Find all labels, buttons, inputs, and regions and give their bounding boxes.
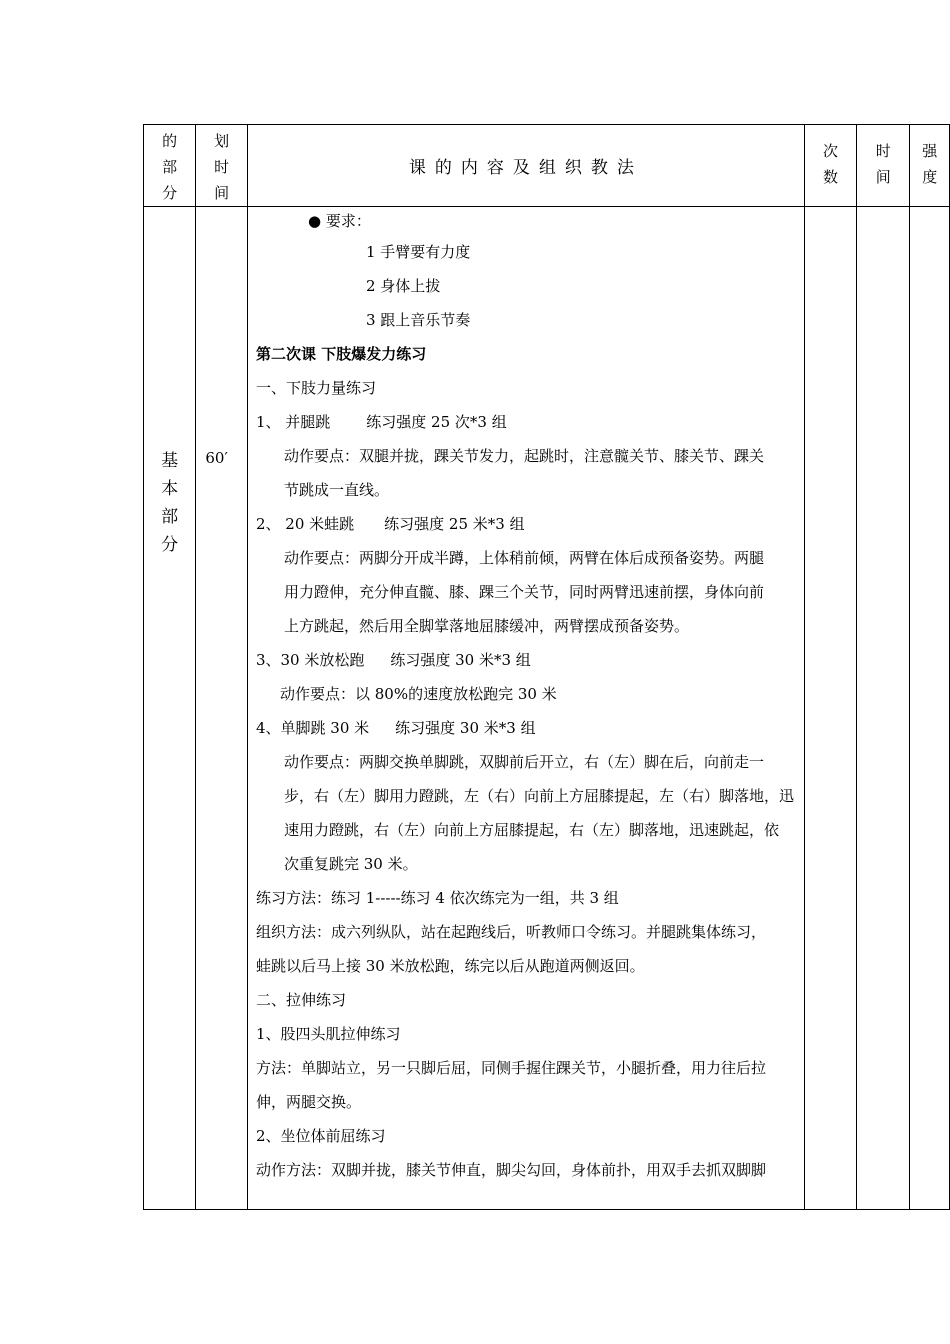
stretch-1-method-b: 伸，两腿交换。 [255, 1093, 361, 1111]
intensity-cell [910, 207, 950, 1210]
section-time-cell [196, 207, 248, 1210]
part2-heading: 二、拉伸练习 [255, 991, 346, 1009]
practice-method: 练习方法：练习 1-----练习 4 依次练完为一组，共 3 组 [255, 889, 619, 907]
requirement-1: 1 手臂要有力度 [365, 243, 471, 261]
exercise-3-key: 动作要点：以 80%的速度放松跑完 30 米 [279, 685, 557, 703]
exercise-4-key-a: 动作要点：两脚交换单脚跳，双脚前后开立，右（左）脚在后，向前走一 [283, 753, 764, 771]
content-cell [247, 207, 804, 1210]
organization-method-b: 蛙跳以后马上接 30 米放松跑，练完以后从跑道两侧返回。 [255, 957, 645, 975]
header-row [144, 125, 950, 207]
stretch-2-method-a: 动作方法：双脚并拢，膝关节伸直，脚尖勾回，身体前扑，用双手去抓双脚脚 [255, 1161, 766, 1179]
stretch-2: 2、坐位体前屈练习 [255, 1127, 386, 1145]
exercise-1: 1、 并腿跳 练习强度 25 次*3 组 [255, 413, 507, 431]
requirement-2: 2 身体上拔 [365, 277, 441, 295]
organization-method-a: 组织方法：成六列纵队，站在起跑线后，听教师口令练习。并腿跳集体练习， [255, 923, 766, 941]
header-count-cell: 次 数 [804, 125, 856, 207]
requirements-label: ● 要求： [307, 212, 371, 230]
header-intensity-cell: 强 度 [910, 125, 950, 207]
exercise-2: 2、 20 米蛙跳 练习强度 25 米*3 组 [255, 515, 525, 533]
header-duration-cell: 时 间 [857, 125, 910, 207]
duration-cell [857, 207, 910, 1210]
lesson-plan-table [143, 124, 950, 1210]
exercise-2-key-b: 用力蹬伸，充分伸直髋、膝、踝三个关节，同时两臂迅速前摆，身体向前 [283, 583, 764, 601]
exercise-4-key-b: 步，右（左）脚用力蹬跳，左（右）向前上方屈膝提起，左（右）脚落地，迅 [283, 787, 794, 805]
header-title: 课的内容及组织教法 [247, 125, 804, 207]
part1-heading: 一、下肢力量练习 [255, 379, 376, 397]
header-part-cell: 的 部 分 [144, 125, 196, 207]
exercise-4: 4、单脚跳 30 米 练习强度 30 米*3 组 [255, 719, 536, 737]
lesson-title: 第二次课 下肢爆发力练习 [255, 345, 427, 363]
count-cell [804, 207, 856, 1210]
exercise-2-key-a: 动作要点：两脚分开成半蹲，上体稍前倾，两臂在体后成预备姿势。两腿 [283, 549, 764, 567]
section-time: 60′ [205, 449, 228, 467]
header-time-plan-cell: 划 时 间 [196, 125, 248, 207]
exercise-4-key-c: 速用力蹬跳，右（左）向前上方屈膝提起，右（左）脚落地，迅速跳起，依 [283, 821, 779, 839]
requirement-3: 3 跟上音乐节奏 [365, 311, 471, 329]
exercise-2-key-c: 上方跳起，然后用全脚掌落地屈膝缓冲，两臂摆成预备姿势。 [283, 617, 689, 635]
exercise-3: 3、30 米放松跑 练习强度 30 米*3 组 [255, 651, 531, 669]
section-name-cell: 基 本 部 分 [144, 207, 196, 1210]
exercise-1-key-b: 节跳成一直线。 [283, 481, 389, 499]
exercise-4-key-d: 次重复跳完 30 米。 [283, 855, 418, 873]
body-row [144, 207, 950, 1210]
stretch-1: 1、股四头肌拉伸练习 [255, 1025, 401, 1043]
stretch-1-method-a: 方法：单脚站立，另一只脚后屈，同侧手握住踝关节，小腿折叠，用力往后拉 [255, 1059, 766, 1077]
exercise-1-key-a: 动作要点：双腿并拢，踝关节发力，起跳时，注意髋关节、膝关节、踝关 [283, 447, 764, 465]
